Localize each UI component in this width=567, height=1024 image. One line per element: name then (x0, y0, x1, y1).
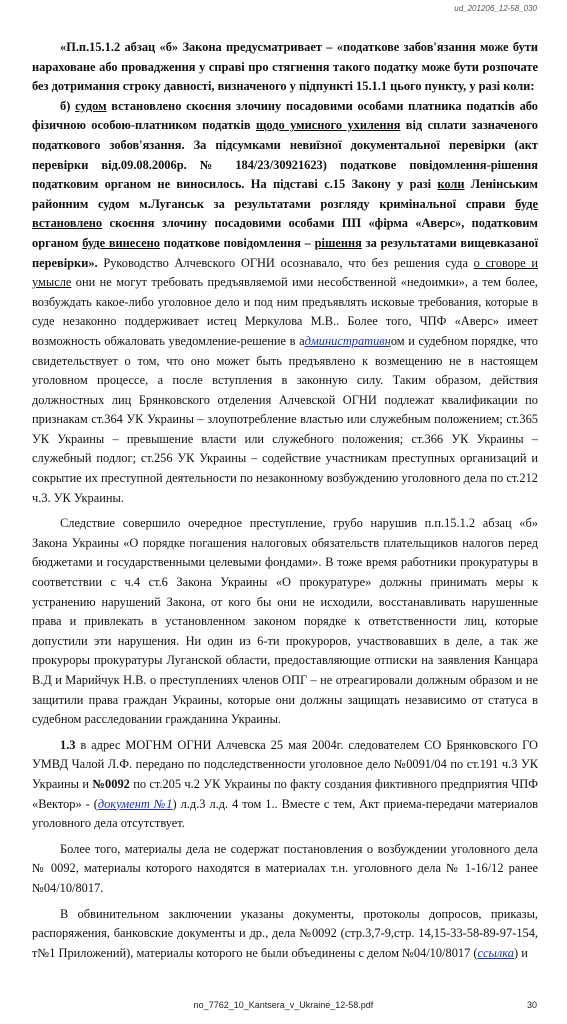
underlined-term: буде винесено (82, 235, 160, 250)
text-segment: встановлено скоєння злочину посадовими особами платника податків або фізичною особою-платником податків (32, 98, 539, 133)
text-segment: в адрес МОГНМ ОГНИ Алчевска 25 мая 2004г. следователем СО Брянковского ГО УМВД Чалой Л.Ф. передано по подследственности уголовное дело №0091/04 по ст.191 ч.3 УК Украины и (32, 737, 538, 791)
text-segment: б) (60, 98, 76, 113)
underlined-term: коли (437, 177, 465, 192)
underlined-term: щодо умисного ухилення (255, 118, 401, 133)
text-segment: В обвинительном заключении указаны документы, протоколы допросов, приказы, распоряжения, банковские документы и др., дела №0092 (стр.3,7-9,стр. 14,15-33-58-89-97-154, т№1 Приложений), материалы которого не были объединены с делом №04/10/8017 ( (32, 906, 538, 960)
text-segment: скоєння злочину посадовими особами ПП «фірма «Аверс», податковим органом (32, 216, 538, 250)
paragraph-materials: Более того, материалы дела не содержат постановления о возбуждении уголовного дела № 0092, материалы которого находятся в материалах т.н. уголовного дела № 1-16/12 ранее №04/10/8017. (32, 841, 538, 895)
document-code: ud_201206_12-58_030 (454, 4, 537, 13)
underlined-term: судом (75, 98, 107, 113)
reference-link[interactable]: ссылка (477, 945, 514, 960)
text-segment: ) и (513, 945, 528, 960)
administrative-link[interactable]: дминистративн (304, 333, 391, 348)
text-segment: податкове повідомлення – (159, 235, 315, 250)
text-segment: Ленінським районним судом м.Луганськ за результатами розгляду кримінальної справи (32, 177, 538, 211)
text-segment: ом и судебном порядке, что свидетельствует о том, что оно может быть предъявлено к возмещению не в настоящем уголовном процессе, а после вступления в законную силу. Таким образом, действия должностных лиц Брянковского отделения Алчевской ОГНИ подлежат квалификации по признакам ст.364 УК Украины – злоупотребление властью или служебным положением; ст.365 УК Украины – превышение власти или служебного положения; ст.366 УК Украины – служебный подлог; ст.256 УК Украины – содействие участникам преступных организаций и сокрытие их преступной деятельности по незаконному возбуждению уголовного дела по ст.212 ч.3. УК Украины. (32, 333, 539, 505)
text-segment: за результатами вищевказаної перевірки». (32, 235, 539, 270)
paragraph-indictment (32, 905, 538, 964)
page-number: 30 (526, 1000, 537, 1010)
text-segment: они не могут требовать предъявляемой ими несобственной «недоимки», а тем более, возбуждать какое-либо уголовное дело и под ним предъявлять исковые требования, которые в суде незаконно поддерживает истец Меркулова М.В.. Более того, ЧПФ «Аверс» имеет возможность обжаловать уведомление-решение в а (32, 275, 538, 348)
paragraph-investigation: Следствие совершило очередное преступление, грубо нарушив п.п.15.1.2 абзац «б» Закона Украины «О порядке погашения налоговых обязательств плательщиков налогов перед бюджетами и государственными целевыми фондами». В тоже время работники прокуратуры в соответствии с ч.4 ст.6 Закона Украины «О прокуратуре» должны принимать меры к устранению нарушений Закона, от кого бы они не исходили, восстанавливать нарушенные права и привлекать в установленном законом порядке к ответственности лиц, которые допустили эти нарушения. Ни один из 6-ти прокуроров, участвовавших в деле, а так же прокуроры прокуратуры Луганской области, предоставляющие отписки на заявления Канцара В.Д и Марийчук Н.В. о преступлениях членов ОПГ – не отреагировали должным образом и не защитили права граждан Украины, которые они должны защищать независимо от статуса в судебном расследовании гражданина Украины. (32, 516, 538, 727)
text-segment: по ст.205 ч.2 УК Украины по факту создания фиктивного предприятия ЧПФ «Вектор» - ( (32, 776, 539, 811)
footer-filename: no_7762_10_Kantsera_v_Ukraine_12-58.pdf (193, 1000, 374, 1010)
paragraph-law-quote: «П.п.15.1.2 абзац «б» Закона предусматривает – «податкове забов'язання може бути нараховане або провадження у справі про стягнення такого податку може бути розпочате без дотримання строку давності, визначеного у підпункті 15.1.1 цього пункту, у разі коли: (32, 40, 538, 94)
paragraph-case-transfer (32, 736, 538, 834)
document-1-link[interactable]: документ №1 (97, 796, 173, 811)
item-number: 1.3 (60, 737, 76, 752)
underlined-term: буде встановлено (32, 196, 538, 231)
text-segment: від сплати зазначеного податкового зобов'язання. За підсумками невиїзної документальної перевірки (акт перевірки від.09.08.2006р. № 184/23/30921623) податкове повідомлення-рішення податковим органом не виносилось. На підставі с.15 Закону у разі (32, 118, 538, 192)
case-number: №0092 (92, 776, 130, 791)
underlined-term: рішення (314, 235, 362, 250)
paragraph-law-subpoint (32, 97, 538, 508)
underlined-term: о сговоре и умысле (32, 255, 538, 290)
text-segment: Руководство Алчевского ОГНИ осознавало, что без решения суда (97, 255, 474, 270)
document-body (32, 38, 538, 963)
text-segment: ) л.д.3 л.д. 4 том 1.. Вместе с тем, Акт приема-передачи материалов уголовного дела отсутствует. (32, 796, 539, 831)
